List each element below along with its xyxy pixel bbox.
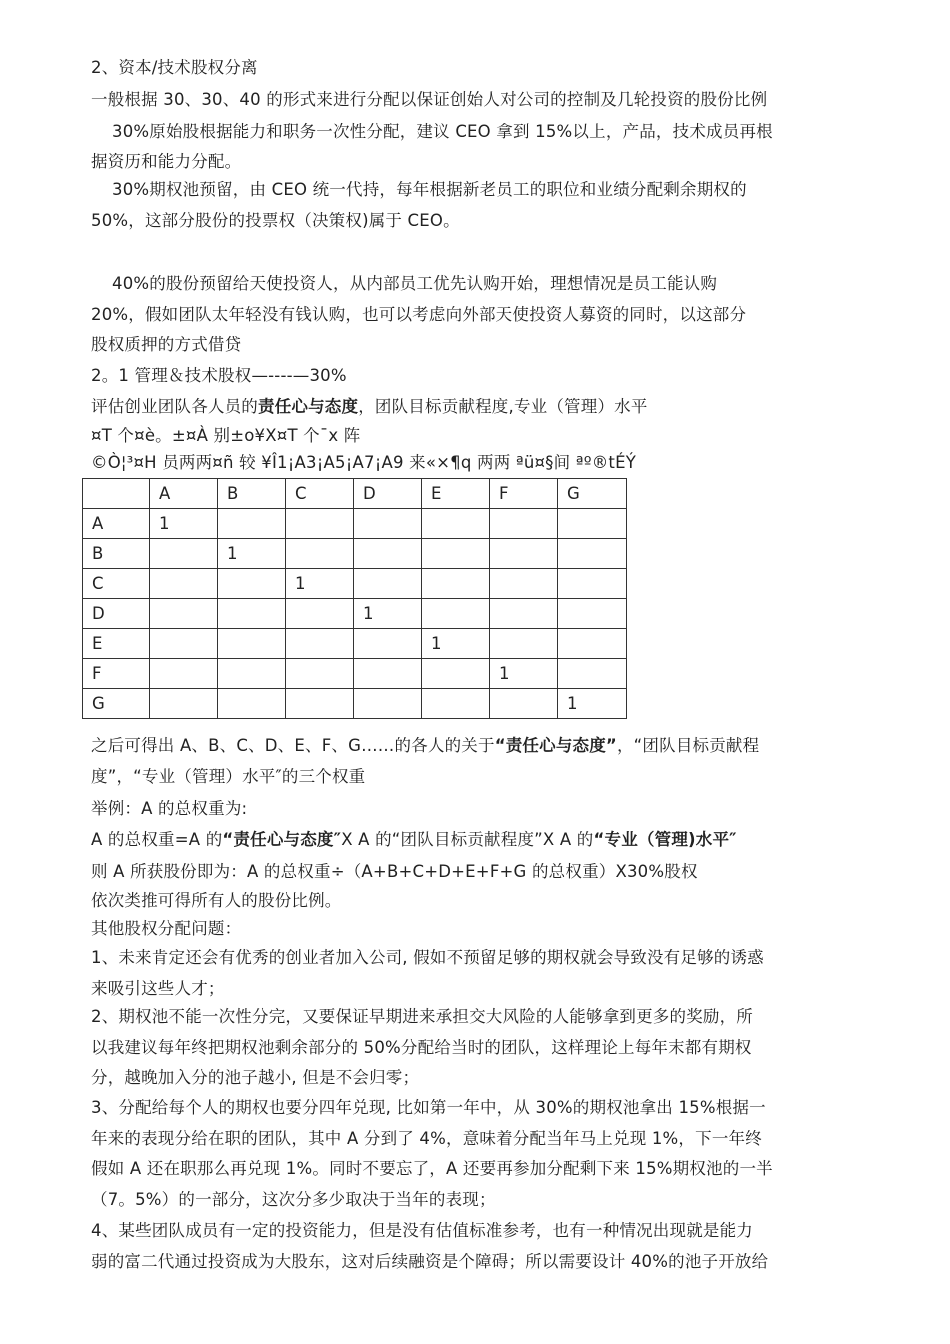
matrix-cell: [422, 539, 490, 569]
matrix-cell: 1: [150, 509, 218, 539]
paragraph-line: 弱的富二代通过投资成为大股东，这对后续融资是个障碍；所以需要设计 40%的池子开放给: [91, 1252, 769, 1271]
paragraph-line: 2、期权池不能一次性分完，又要保证早期进来承担交大风险的人能够拿到更多的奖励，所: [91, 1007, 753, 1026]
paragraph-line: 30%原始股根据能力和职务一次性分配，建议 CEO 拿到 15%以上，产品，技术成员再根: [112, 122, 773, 141]
matrix-label-cell: [83, 479, 150, 509]
matrix-cell: 1: [218, 539, 286, 569]
paragraph-line: [91, 734, 759, 758]
matrix-cell: [422, 509, 490, 539]
matrix-label-cell: B: [218, 479, 286, 509]
matrix-cell: [286, 689, 354, 719]
emphasis-text: “责任心与态度”: [494, 736, 617, 755]
matrix-label-cell: F: [83, 659, 150, 689]
matrix-cell: [218, 509, 286, 539]
paragraph-line: 4、某些团队成员有一定的投资能力，但是没有估值标准参考，也有一种情况出现就是能力: [91, 1221, 753, 1240]
emphasis-text: “专业（管理）水平″: [133, 767, 282, 786]
text-run: ，“团队目标贡献程: [616, 736, 760, 755]
paragraph-line: 30%期权池预留，由 CEO 统一代持，每年根据新老员工的职位和业绩分配剩余期权的: [112, 180, 747, 199]
paragraph-line: （7。5%）的一部分，这次分多少取决于当年的表现；: [91, 1190, 496, 1209]
matrix-cell: [558, 509, 627, 539]
formula-line: [91, 828, 737, 852]
matrix-cell: [150, 629, 218, 659]
matrix-label-cell: B: [83, 539, 150, 569]
text-run: A 的总权重=A 的: [91, 830, 223, 849]
matrix-label-cell: G: [558, 479, 627, 509]
matrix-cell: [558, 539, 627, 569]
text-run: 度”，: [91, 767, 134, 786]
matrix-label-cell: A: [83, 509, 150, 539]
text-run: X A 的“团队目标贡献程度”X A 的: [341, 830, 594, 849]
matrix-cell: [422, 659, 490, 689]
matrix-cell: [558, 659, 627, 689]
text-run: 的三个权重: [281, 767, 366, 786]
emphasis-text: 责任心与态度: [258, 397, 359, 416]
matrix-cell: 1: [490, 659, 558, 689]
matrix-cell: [150, 689, 218, 719]
emphasis-text: 专业（管理）水平: [513, 397, 648, 416]
matrix-row: [83, 659, 627, 689]
paragraph-line: 举例：A 的总权重为:: [91, 799, 248, 818]
garbled-line: ©Ò¦³¤H 员两两¤ñ 较 ¥Î1¡A3¡A5¡A7¡A9 来«×¶q 两两 ªü¤§间 ªº®tÉÝ: [91, 453, 636, 472]
paragraph-line: 40%的股份预留给天使投资人，从内部员工优先认购开始，理想情况是员工能认购: [112, 274, 718, 293]
matrix-label-cell: F: [490, 479, 558, 509]
matrix-label-cell: C: [286, 479, 354, 509]
matrix-cell: [286, 539, 354, 569]
matrix-cell: [422, 569, 490, 599]
emphasis-text: “专业（管理)水平″: [593, 830, 737, 849]
paragraph-line: 以我建议每年终把期权池剩余部分的 50%分配给当时的团队，这样理论上每年末都有期权: [91, 1038, 752, 1057]
matrix-cell: 1: [286, 569, 354, 599]
matrix-row: [83, 629, 627, 659]
matrix-label-cell: D: [354, 479, 422, 509]
paragraph-line: 依次类推可得所有人的股份比例。: [91, 891, 342, 910]
matrix-cell: [490, 539, 558, 569]
comparison-matrix: [82, 478, 627, 719]
matrix-cell: [218, 629, 286, 659]
matrix-row: [83, 509, 627, 539]
paragraph-line: 50%，这部分股份的投票权（决策权)属于 CEO。: [91, 211, 460, 230]
paragraph-line: 股权质押的方式借贷: [91, 335, 242, 354]
matrix-cell: [218, 569, 286, 599]
matrix-cell: 1: [422, 629, 490, 659]
matrix-cell: [354, 659, 422, 689]
matrix-cell: [354, 539, 422, 569]
matrix-cell: [490, 689, 558, 719]
matrix-cell: [490, 629, 558, 659]
matrix-label-cell: A: [150, 479, 218, 509]
matrix-cell: [558, 569, 627, 599]
paragraph-line: [91, 765, 365, 789]
matrix-label-cell: C: [83, 569, 150, 599]
matrix-cell: [218, 689, 286, 719]
paragraph-line: 据资历和能力分配。: [91, 152, 242, 171]
text-run: 之后可得出 A、B、C、D、E、F、G……的各人的关于: [91, 736, 495, 755]
section-heading: 其他股权分配问题：: [91, 919, 242, 938]
matrix-cell: [150, 539, 218, 569]
emphasis-text: “责任心与态度″: [222, 830, 342, 849]
matrix-header-row: [83, 479, 627, 509]
matrix-row: [83, 599, 627, 629]
matrix-cell: [490, 509, 558, 539]
matrix-cell: [218, 599, 286, 629]
matrix-body: [83, 479, 627, 719]
matrix-cell: [354, 689, 422, 719]
matrix-label-cell: E: [83, 629, 150, 659]
text-run: 评估创业团队各人员的: [91, 397, 258, 416]
section-heading: 2。1 管理＆技术股权—----—30%: [91, 366, 347, 385]
paragraph-line: 假如 A 还在职那么再兑现 1%。同时不要忘了，A 还要再参加分配剩下来 15%期权池的一半: [91, 1159, 773, 1178]
matrix-cell: [422, 599, 490, 629]
matrix-cell: [558, 629, 627, 659]
paragraph-line: 一般根据 30、30、40 的形式来进行分配以保证创始人对公司的控制及几轮投资的股份比例: [91, 90, 768, 109]
matrix-cell: [490, 569, 558, 599]
matrix-cell: 1: [558, 689, 627, 719]
paragraph-line: 3、分配给每个人的期权也要分四年兑现, 比如第一年中，从 30%的期权池拿出 15%根据一: [91, 1098, 766, 1117]
matrix-label-cell: E: [422, 479, 490, 509]
matrix-row: [83, 539, 627, 569]
formula-line: 则 A 所获股份即为：A 的总权重÷（A+B+C+D+E+F+G 的总权重）X30%股权: [91, 862, 698, 881]
matrix-cell: [150, 599, 218, 629]
paragraph-line: 分，越晚加入分的池子越小, 但是不会归零；: [91, 1068, 420, 1087]
matrix-cell: [354, 629, 422, 659]
paragraph-line: 20%，假如团队太年轻没有钱认购，也可以考虑向外部天使投资人募资的同时，以这部分: [91, 305, 747, 324]
matrix-cell: 1: [354, 599, 422, 629]
matrix-cell: [218, 659, 286, 689]
matrix-cell: [286, 599, 354, 629]
paragraph-line: 1、未来肯定还会有优秀的创业者加入公司, 假如不预留足够的期权就会导致没有足够的诱惑: [91, 948, 764, 967]
matrix-label-cell: D: [83, 599, 150, 629]
matrix-row: [83, 689, 627, 719]
matrix-cell: [150, 569, 218, 599]
matrix-cell: [286, 629, 354, 659]
matrix-cell: [422, 689, 490, 719]
matrix-label-cell: G: [83, 689, 150, 719]
matrix-cell: [490, 599, 558, 629]
matrix-cell: [354, 509, 422, 539]
matrix-cell: [558, 599, 627, 629]
paragraph-line: 年来的表现分给在职的团队，其中 A 分到了 4%，意味着分配当年马上兑现 1%，下一年终: [91, 1129, 762, 1148]
paragraph-line: [91, 395, 648, 419]
text-run: ，团队目标贡献程度,: [358, 397, 514, 416]
matrix-cell: [286, 509, 354, 539]
matrix-cell: [150, 659, 218, 689]
section-heading: 2、资本/技术股权分离: [91, 58, 258, 77]
garbled-line: ¤T 个¤è。±¤À 别±o¥X¤T 个¯x 阵: [91, 426, 361, 445]
matrix-row: [83, 569, 627, 599]
matrix-cell: [286, 659, 354, 689]
paragraph-line: 来吸引这些人才；: [91, 979, 225, 998]
matrix-cell: [354, 569, 422, 599]
